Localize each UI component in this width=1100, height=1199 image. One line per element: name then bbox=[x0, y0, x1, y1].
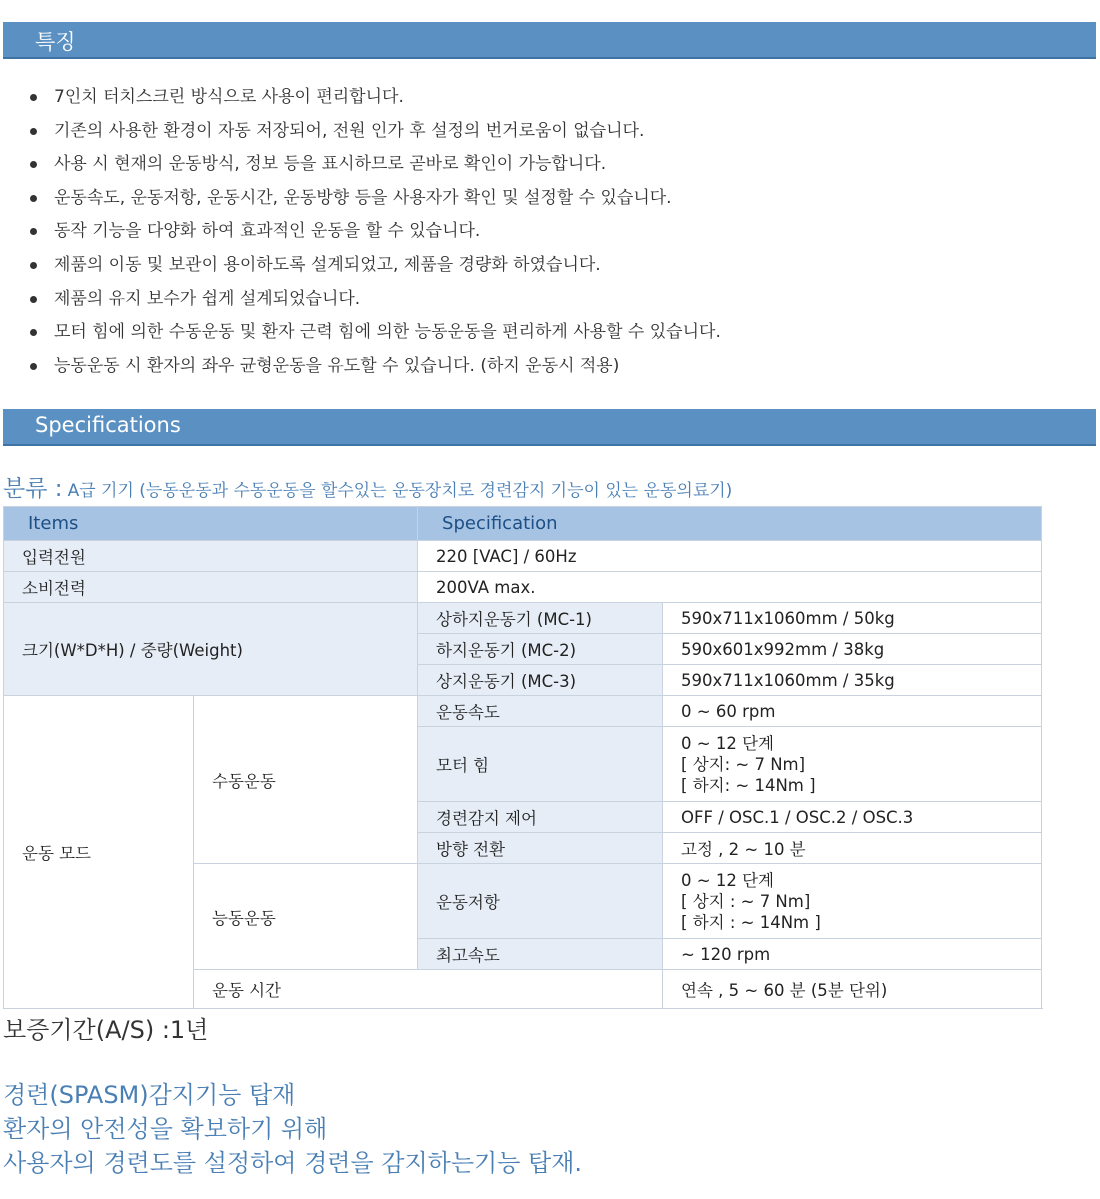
list-item: 제품의 이동 및 보관이 용이하도록 설계되었고, 제품을 경량화 하였습니다. bbox=[30, 250, 721, 284]
classification-label: 분류 : bbox=[3, 476, 63, 502]
size-value: 590x601x992mm / 38kg bbox=[663, 634, 1042, 665]
list-item: 운동속도, 운동저항, 운동시간, 운동방향 등을 사용자가 확인 및 설정할 수 있습니다. bbox=[30, 183, 721, 217]
list-item: 동작 기능을 다양화 하여 효과적인 운동을 할 수 있습니다. bbox=[30, 216, 721, 250]
maxspeed-value: ~ 120 rpm bbox=[663, 939, 1042, 970]
motor-label: 모터 힘 bbox=[418, 727, 663, 802]
size-label: 크기(W*D*H) / 중량(Weight) bbox=[4, 603, 418, 696]
size-model: 상하지운동기 (MC-1) bbox=[418, 603, 663, 634]
maxspeed-label: 최고속도 bbox=[418, 939, 663, 970]
list-item: 능동운동 시 환자의 좌우 균형운동을 유도할 수 있습니다. (하지 운동시 적용) bbox=[30, 351, 721, 385]
spasm-feature-line: 사용자의 경련도를 설정하여 경련을 감지하는기능 탑재. bbox=[3, 1149, 583, 1177]
consumption-value: 200VA max. bbox=[418, 572, 1042, 603]
size-model: 하지운동기 (MC-2) bbox=[418, 634, 663, 665]
features-section-bar bbox=[3, 22, 1096, 59]
mode-label: 운동 모드 bbox=[4, 696, 194, 1009]
active-mode-label: 능동운동 bbox=[194, 864, 418, 970]
classification-text: A급 기기 (능동운동과 수동운동을 할수있는 운동장치로 경련감지 기능이 있는 운동의료기) bbox=[67, 481, 733, 501]
table-header-row bbox=[4, 507, 1042, 541]
list-item: 제품의 유지 보수가 쉽게 설계되었습니다. bbox=[30, 284, 721, 318]
features-title: 특징 bbox=[35, 30, 76, 54]
passive-mode-label: 수동운동 bbox=[194, 696, 418, 864]
size-value: 590x711x1060mm / 50kg bbox=[663, 603, 1042, 634]
table-row bbox=[4, 603, 1042, 634]
direction-value: 고정 , 2 ~ 10 분 bbox=[663, 833, 1042, 864]
classification bbox=[3, 470, 732, 503]
spasm-value: OFF / OSC.1 / OSC.2 / OSC.3 bbox=[663, 802, 1042, 833]
spasm-feature-line: 환자의 안전성을 확보하기 위해 bbox=[3, 1115, 328, 1143]
resistance-value-line: 0 ~ 12 단계 bbox=[681, 870, 774, 890]
time-value: 연속 , 5 ~ 60 분 (5분 단위) bbox=[663, 970, 1042, 1009]
motor-value-line: [ 상지: ~ 7 Nm] bbox=[681, 754, 806, 774]
resistance-label: 운동저항 bbox=[418, 864, 663, 939]
spec-table bbox=[3, 506, 1042, 1009]
time-label: 운동 시간 bbox=[194, 970, 663, 1009]
resistance-value bbox=[663, 864, 1042, 939]
table-row bbox=[4, 572, 1042, 603]
resistance-value-line: [ 하지 : ~ 14Nm ] bbox=[681, 912, 821, 932]
table-row bbox=[4, 541, 1042, 572]
spasm-label: 경련감지 제어 bbox=[418, 802, 663, 833]
speed-value: 0 ~ 60 rpm bbox=[663, 696, 1042, 727]
resistance-value-line: [ 상지 : ~ 7 Nm] bbox=[681, 891, 811, 911]
features-list bbox=[30, 82, 721, 384]
table-row bbox=[4, 696, 1042, 727]
list-item: 7인치 터치스크린 방식으로 사용이 편리합니다. bbox=[30, 82, 721, 116]
list-item: 모터 힘에 의한 수동운동 및 환자 근력 힘에 의한 능동운동을 편리하게 사용할 수 있습니다. bbox=[30, 317, 721, 351]
header-specification: Specification bbox=[418, 507, 1042, 541]
specs-section-bar bbox=[3, 409, 1096, 446]
list-item: 사용 시 현재의 운동방식, 정보 등을 표시하므로 곧바로 확인이 가능합니다. bbox=[30, 149, 721, 183]
speed-label: 운동속도 bbox=[418, 696, 663, 727]
power-label: 입력전원 bbox=[4, 541, 418, 572]
power-value: 220 [VAC] / 60Hz bbox=[418, 541, 1042, 572]
warranty-text: 보증기간(A/S) :1년 bbox=[3, 1016, 209, 1044]
motor-value-line: [ 하지: ~ 14Nm ] bbox=[681, 775, 816, 795]
motor-value-line: 0 ~ 12 단계 bbox=[681, 733, 774, 753]
specs-title: Specifications bbox=[35, 413, 181, 437]
consumption-label: 소비전력 bbox=[4, 572, 418, 603]
spasm-feature-block bbox=[3, 1078, 582, 1180]
list-item: 기존의 사용한 환경이 자동 저장되어, 전원 인가 후 설정의 번거로움이 없습니다. bbox=[30, 116, 721, 150]
size-model: 상지운동기 (MC-3) bbox=[418, 665, 663, 696]
spasm-feature-line: 경련(SPASM)감지기능 탑재 bbox=[3, 1081, 296, 1109]
motor-value bbox=[663, 727, 1042, 802]
direction-label: 방향 전환 bbox=[418, 833, 663, 864]
header-items: Items bbox=[4, 507, 418, 541]
size-value: 590x711x1060mm / 35kg bbox=[663, 665, 1042, 696]
